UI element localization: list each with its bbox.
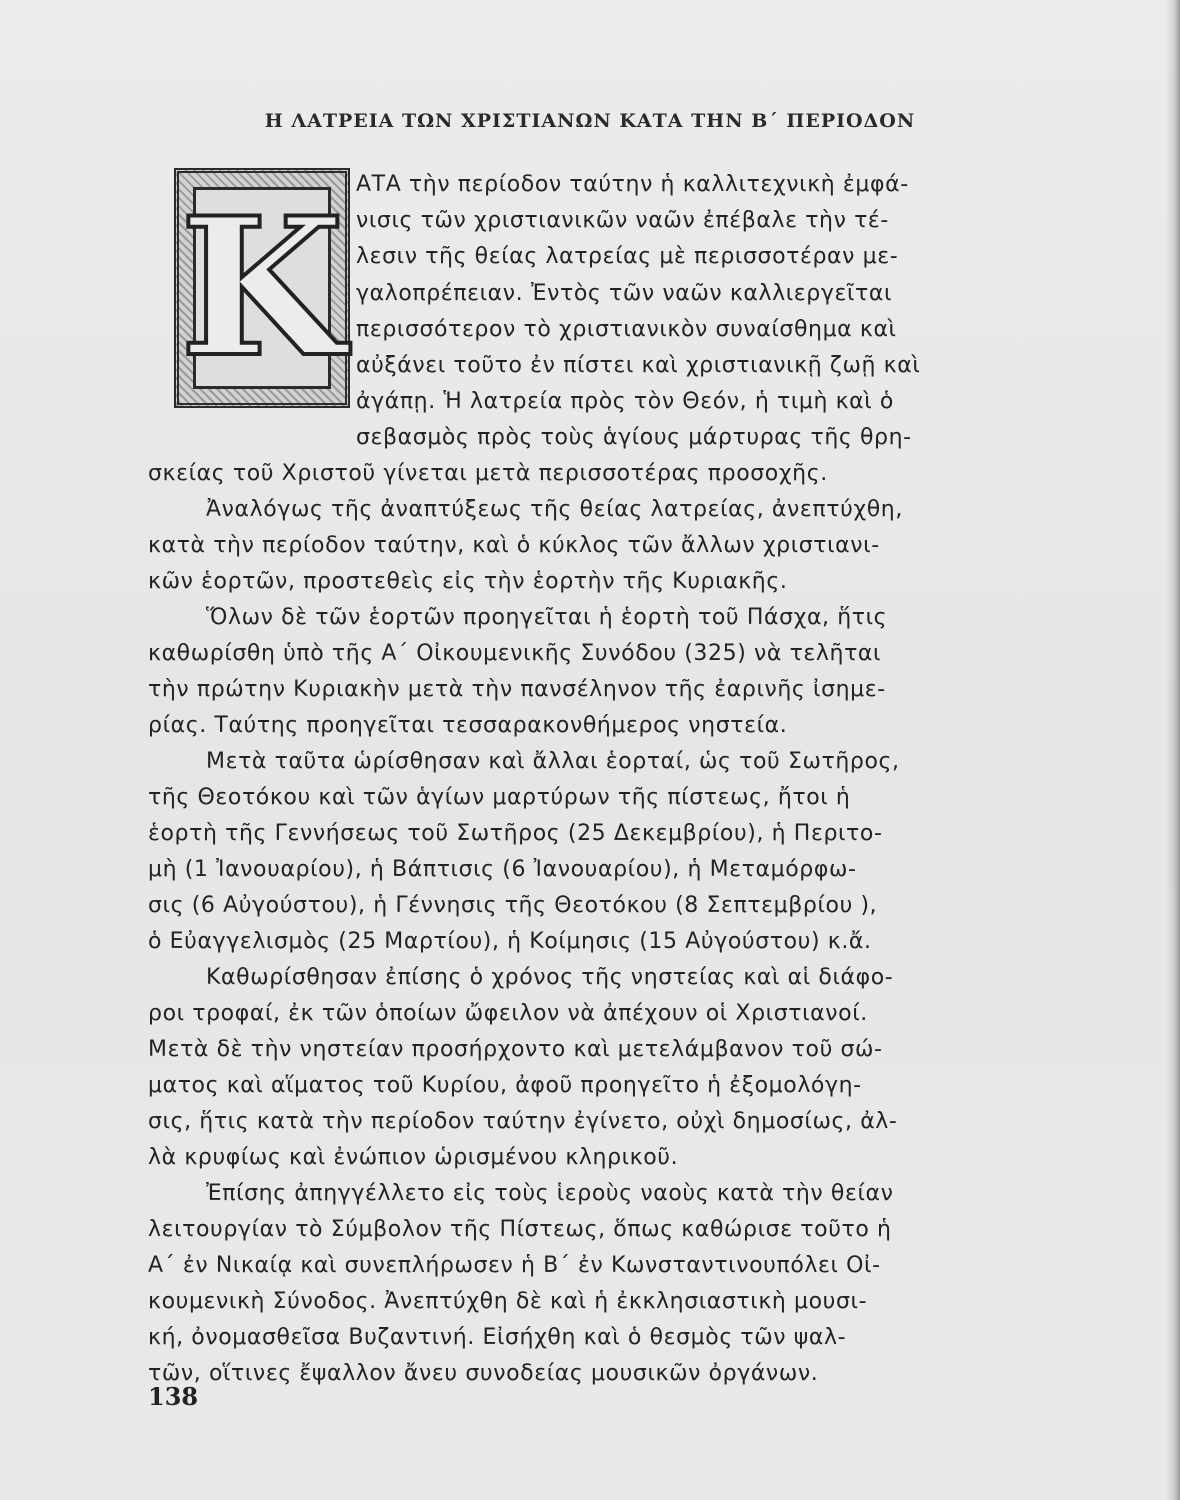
- text-line: ρίας. Ταύτης προηγεῖται τεσσαρακονθήμερος νηστεία.: [148, 713, 788, 738]
- ornamental-initial-icon: [174, 168, 350, 408]
- dropcap-letter: Κ: [179, 176, 345, 399]
- text-line: σκείας τοῦ Χριστοῦ γίνεται μετὰ περισσοτέρας προσοχῆς.: [148, 461, 828, 486]
- running-head: Η ΛΑΤΡΕΙΑ ΤΩΝ ΧΡΙΣΤΙΑΝΩΝ ΚΑΤΑ ΤΗΝ Β΄ ΠΕΡΙΟΔΟΝ: [264, 110, 916, 132]
- text-line: λὰ κρυφίως καὶ ἐνώπιον ὡρισμένου κληρικοῦ.: [148, 1145, 679, 1170]
- text-line: Καθωρίσθησαν ἐπίσης ὁ χρόνος τῆς νηστείας καὶ αἱ διάφο-: [206, 965, 894, 990]
- text-line: ροι τροφαί, ἐκ τῶν ὁποίων ὤφειλον νὰ ἀπέχουν οἱ Χριστιανοί.: [148, 1001, 868, 1026]
- text-line: περισσότερον τὸ χριστιανικὸν συναίσθημα καὶ: [356, 317, 897, 342]
- text-line: ἑορτὴ τῆς Γεννήσεως τοῦ Σωτῆρος (25 Δεκεμβρίου), ἡ Περιτο-: [148, 821, 883, 846]
- text-line: τῆς Θεοτόκου καὶ τῶν ἁγίων μαρτύρων τῆς πίστεως, ἤτοι ἡ: [148, 785, 851, 810]
- text-line: κατὰ τὴν περίοδον ταύτην, καὶ ὁ κύκλος τῶν ἄλλων χριστιανι-: [148, 533, 880, 558]
- text-line: ὁ Εὐαγγελισμὸς (25 Μαρτίου), ἡ Κοίμησις (15 Αὐγούστου) κ.ἄ.: [148, 929, 872, 954]
- text-line: Μετὰ ταῦτα ὡρίσθησαν καὶ ἄλλαι ἑορταί, ὡς τοῦ Σωτῆρος,: [206, 749, 900, 774]
- text-line: Ἐπίσης ἀπηγγέλλετο εἰς τοὺς ἱεροὺς ναοὺς κατὰ τὴν θείαν: [206, 1181, 894, 1206]
- text-line: κή, ὀνομασθεῖσα Βυζαντινή. Εἰσήχθη καὶ ὁ θεσμὸς τῶν ψαλ-: [148, 1325, 847, 1350]
- text-line: λεσιν τῆς θείας λατρείας μὲ περισσοτέραν με-: [356, 244, 899, 269]
- text-line: κῶν ἑορτῶν, προστεθεὶς εἰς τὴν ἑορτὴν τῆς Κυριακῆς.: [148, 569, 788, 594]
- text-line: αὐξάνει τοῦτο ἐν πίστει καὶ χριστιανικῇ ζωῇ καὶ: [356, 353, 921, 378]
- text-line: τὴν πρώτην Κυριακὴν μετὰ τὴν πανσέληνον τῆς ἐαρινῆς ἰσημε-: [148, 677, 886, 702]
- page-edge-shadow: [1166, 0, 1180, 1500]
- text-line: Μετὰ δὲ τὴν νηστείαν προσήρχοντο καὶ μετελάμβανον τοῦ σώ-: [148, 1037, 883, 1062]
- text-line: σεβασμὸς πρὸς τοὺς ἁγίους μάρτυρας τῆς θρη-: [356, 425, 912, 450]
- text-line: ἀγάπῃ. Ἡ λατρεία πρὸς τὸν Θεόν, ἡ τιμὴ καὶ ὁ: [356, 389, 894, 414]
- text-line: νισις τῶν χριστιανικῶν ναῶν ἐπέβαλε τὴν τέ-: [356, 208, 889, 233]
- text-line: ΑΤΑ τὴν περίοδον ταύτην ἡ καλλιτεχνικὴ ἐμφά-: [356, 172, 909, 197]
- text-line: σις, ἥτις κατὰ τὴν περίοδον ταύτην ἐγίνετο, οὐχὶ δημοσίως, ἀλ-: [148, 1109, 898, 1134]
- text-line: ματος καὶ αἵματος τοῦ Κυρίου, ἀφοῦ προηγεῖτο ἡ ἐξομολόγη-: [148, 1073, 862, 1098]
- text-line: λειτουργίαν τὸ Σύμβολον τῆς Πίστεως, ὅπως καθώρισε τοῦτο ἡ: [148, 1217, 892, 1242]
- text-line: σις (6 Αὐγούστου), ἡ Γέννησις τῆς Θεοτόκου (8 Σεπτεμβρίου ),: [148, 893, 878, 918]
- text-line: γαλοπρέπειαν. Ἐντὸς τῶν ναῶν καλλιεργεῖται: [356, 281, 893, 306]
- text-line: κουμενικὴ Σύνοδος. Ἀνεπτύχθη δὲ καὶ ἡ ἐκκλησιαστικὴ μουσι-: [148, 1289, 868, 1314]
- text-line: Α΄ ἐν Νικαίᾳ καὶ συνεπλήρωσεν ἡ Β΄ ἐν Κωνσταντινουπόλει Οἰ-: [148, 1253, 881, 1278]
- text-line: μὴ (1 Ἰανουαρίου), ἡ Βάπτισις (6 Ἰανουαρίου), ἡ Μεταμόρφω-: [148, 857, 857, 882]
- text-line: τῶν, οἵτινες ἔψαλλον ἄνευ συνοδείας μουσικῶν ὀργάνων.: [148, 1361, 819, 1386]
- page-number: 138: [148, 1382, 199, 1411]
- text-line: καθωρίσθη ὑπὸ τῆς Α΄ Οἰκουμενικῆς Συνόδου (325) νὰ τελῆται: [148, 641, 882, 666]
- text-line: Ἀναλόγως τῆς ἀναπτύξεως τῆς θείας λατρείας, ἀνεπτύχθη,: [206, 497, 903, 522]
- text-line: Ὅλων δὲ τῶν ἑορτῶν προηγεῖται ἡ ἑορτὴ τοῦ Πάσχα, ἥτις: [206, 605, 888, 630]
